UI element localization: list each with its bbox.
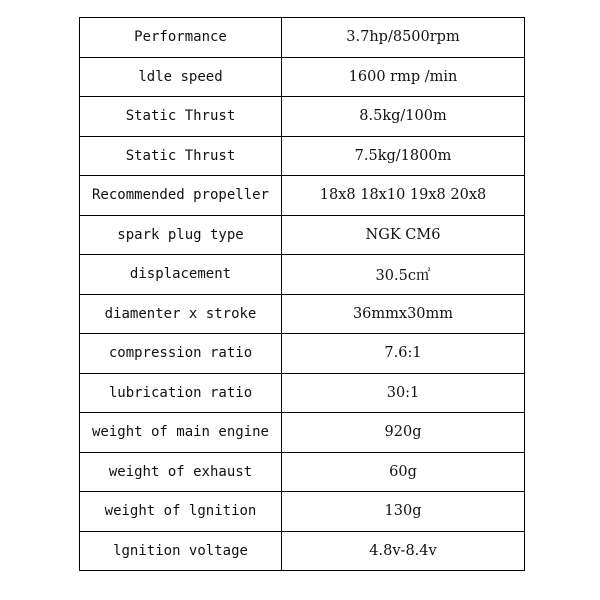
table-row: [80, 492, 525, 532]
spec-value: 4.8v-8.4v: [282, 531, 525, 571]
table-row: [80, 373, 525, 413]
spec-value: 1600 rmp /min: [282, 57, 525, 97]
spec-value: 7.5kg/1800m: [282, 136, 525, 176]
table-row: [80, 176, 525, 216]
spec-value: 920g: [282, 413, 525, 453]
table-row: [80, 531, 525, 571]
spec-label: weight of exhaust: [80, 452, 282, 492]
spec-label: spark plug type: [80, 215, 282, 255]
table-row: [80, 294, 525, 334]
table-row: [80, 18, 525, 58]
table-row: [80, 452, 525, 492]
spec-label: diamenter x stroke: [80, 294, 282, 334]
table-row: [80, 413, 525, 453]
spec-label: ldle speed: [80, 57, 282, 97]
table-row: [80, 215, 525, 255]
spec-value: 36mmx30mm: [282, 294, 525, 334]
spec-value: 18x8 18x10 19x8 20x8: [282, 176, 525, 216]
spec-label: compression ratio: [80, 334, 282, 374]
spec-label: lgnition voltage: [80, 531, 282, 571]
spec-label: Static Thrust: [80, 136, 282, 176]
table-row: [80, 57, 525, 97]
spec-value: 60g: [282, 452, 525, 492]
spec-label: lubrication ratio: [80, 373, 282, 413]
table-row: [80, 136, 525, 176]
table-row: [80, 97, 525, 137]
spec-table: [79, 17, 525, 571]
spec-value: 130g: [282, 492, 525, 532]
table-row: [80, 255, 525, 295]
spec-value: 7.6:1: [282, 334, 525, 374]
spec-value: 3.7hp/8500rpm: [282, 18, 525, 58]
spec-value: 30.5c㎡: [282, 255, 525, 295]
spec-value: NGK CM6: [282, 215, 525, 255]
spec-label: Performance: [80, 18, 282, 58]
spec-label: weight of main engine: [80, 413, 282, 453]
spec-table-body: [80, 18, 525, 571]
spec-label: displacement: [80, 255, 282, 295]
spec-label: Recommended propeller: [80, 176, 282, 216]
spec-label: weight of lgnition: [80, 492, 282, 532]
spec-label: Static Thrust: [80, 97, 282, 137]
spec-value: 8.5kg/100m: [282, 97, 525, 137]
spec-value: 30:1: [282, 373, 525, 413]
table-row: [80, 334, 525, 374]
